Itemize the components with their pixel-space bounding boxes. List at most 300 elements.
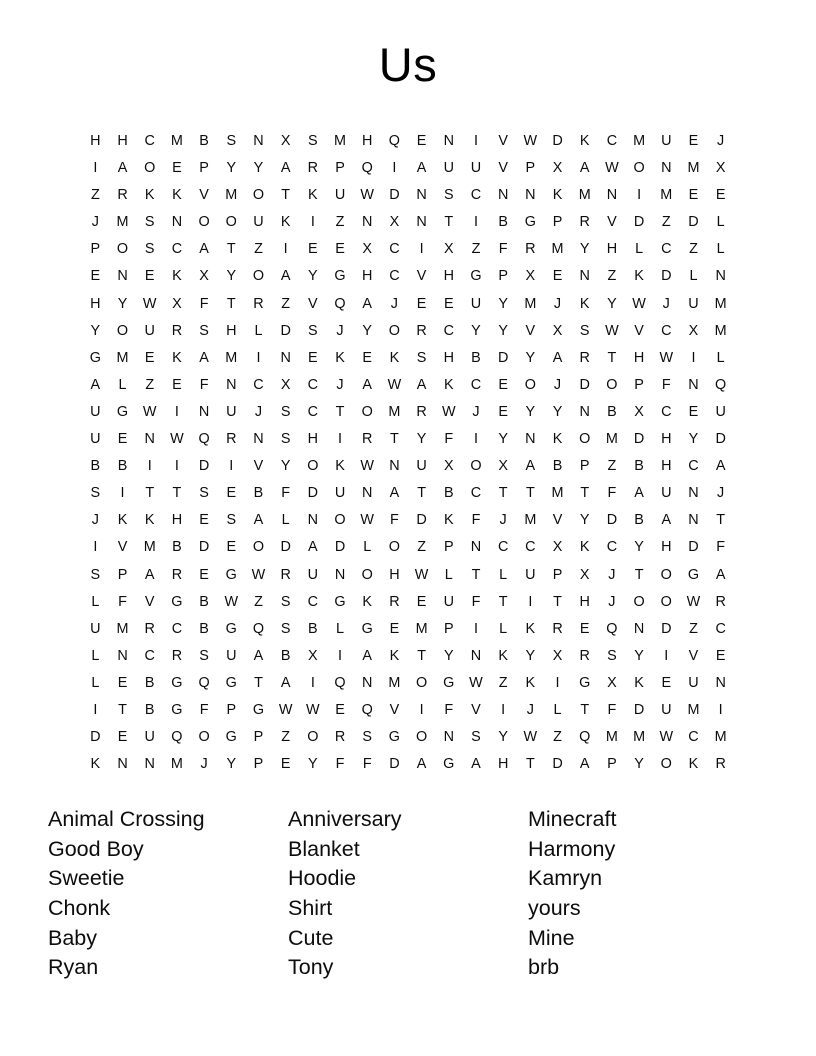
grid-cell[interactable]: L <box>553 701 562 718</box>
grid-cell[interactable]: Y <box>579 241 590 258</box>
grid-cell[interactable]: T <box>444 214 454 231</box>
grid-cell[interactable]: O <box>606 376 618 393</box>
word-list-item[interactable]: Animal Crossing <box>48 807 205 832</box>
grid-cell[interactable]: K <box>362 593 373 610</box>
grid-cell[interactable]: N <box>117 756 128 773</box>
grid-cell[interactable]: Q <box>198 674 210 691</box>
grid-cell[interactable]: I <box>392 160 397 177</box>
grid-cell[interactable]: N <box>715 268 726 285</box>
grid-cell[interactable]: P <box>253 756 264 773</box>
grid-cell[interactable]: B <box>117 458 128 475</box>
grid-cell[interactable]: Y <box>634 756 644 773</box>
grid-cell[interactable]: E <box>226 485 237 502</box>
grid-cell[interactable]: F <box>390 512 399 529</box>
grid-cell[interactable]: G <box>470 268 482 285</box>
grid-cell[interactable]: N <box>525 187 536 204</box>
grid-cell[interactable]: O <box>198 214 210 231</box>
grid-cell[interactable]: U <box>253 214 264 231</box>
grid-cell[interactable]: R <box>171 647 183 664</box>
grid-cell[interactable]: K <box>498 647 508 664</box>
grid-cell[interactable]: J <box>553 295 562 312</box>
grid-cell[interactable]: I <box>419 701 424 718</box>
word-list-item[interactable]: Mine <box>528 925 575 950</box>
grid-cell[interactable]: X <box>525 268 536 285</box>
grid-cell[interactable]: G <box>171 701 183 718</box>
grid-cell[interactable]: T <box>525 756 535 773</box>
grid-cell[interactable]: M <box>524 295 537 312</box>
grid-cell[interactable]: Y <box>525 403 536 420</box>
grid-cell[interactable]: W <box>605 160 619 177</box>
grid-cell[interactable]: F <box>199 701 209 718</box>
grid-cell[interactable]: Z <box>145 376 155 393</box>
grid-cell[interactable]: E <box>144 349 155 366</box>
grid-cell[interactable]: T <box>634 566 644 583</box>
grid-cell[interactable]: W <box>387 376 402 393</box>
grid-cell[interactable]: Y <box>226 756 237 773</box>
grid-cell[interactable]: M <box>524 512 537 529</box>
grid-cell[interactable]: Z <box>281 729 291 746</box>
grid-cell[interactable]: K <box>389 647 400 664</box>
grid-cell[interactable]: S <box>199 485 209 502</box>
grid-cell[interactable]: V <box>389 701 400 718</box>
grid-cell[interactable]: R <box>226 431 237 448</box>
grid-cell[interactable]: O <box>579 431 591 448</box>
grid-cell[interactable]: A <box>117 160 128 177</box>
grid-cell[interactable]: D <box>688 214 699 231</box>
grid-cell[interactable]: M <box>388 674 401 691</box>
grid-cell[interactable]: K <box>525 620 536 637</box>
grid-cell[interactable]: Z <box>689 241 698 258</box>
grid-cell[interactable]: W <box>251 566 266 583</box>
grid-cell[interactable]: S <box>280 593 291 610</box>
grid-cell[interactable]: I <box>691 349 696 366</box>
grid-cell[interactable]: V <box>416 268 427 285</box>
grid-cell[interactable]: R <box>307 160 319 177</box>
grid-cell[interactable]: U <box>90 431 101 448</box>
grid-cell[interactable]: O <box>660 756 672 773</box>
grid-cell[interactable]: T <box>498 593 508 610</box>
grid-cell[interactable]: N <box>253 133 264 149</box>
grid-cell[interactable]: O <box>225 214 237 231</box>
grid-cell[interactable]: H <box>661 458 672 475</box>
puzzle-grid[interactable] <box>82 128 735 778</box>
grid-cell[interactable]: S <box>90 566 101 583</box>
grid-cell[interactable]: C <box>661 403 672 420</box>
grid-cell[interactable]: W <box>142 295 157 312</box>
grid-cell[interactable]: K <box>144 187 155 204</box>
grid-cell[interactable]: G <box>171 674 183 691</box>
grid-cell[interactable]: R <box>525 241 536 258</box>
grid-cell[interactable]: E <box>117 674 128 691</box>
grid-cell[interactable]: V <box>634 322 644 339</box>
grid-cell[interactable]: M <box>334 133 347 149</box>
grid-cell[interactable]: J <box>608 566 616 583</box>
grid-cell[interactable]: E <box>688 403 699 420</box>
grid-cell[interactable]: B <box>634 458 644 475</box>
grid-cell[interactable]: M <box>116 620 129 637</box>
grid-cell[interactable]: M <box>551 485 564 502</box>
word-list-item[interactable]: Good Boy <box>48 836 144 861</box>
grid-cell[interactable]: S <box>471 729 481 746</box>
grid-cell[interactable]: G <box>388 729 400 746</box>
grid-cell[interactable]: U <box>688 295 699 312</box>
grid-cell[interactable]: K <box>552 431 563 448</box>
grid-cell[interactable]: C <box>606 133 618 149</box>
grid-cell[interactable]: S <box>90 485 101 502</box>
grid-cell[interactable]: G <box>171 593 183 610</box>
grid-cell[interactable]: I <box>637 187 642 204</box>
grid-cell[interactable]: L <box>444 566 453 583</box>
grid-cell[interactable]: C <box>171 620 183 637</box>
grid-cell[interactable]: N <box>144 431 155 448</box>
grid-cell[interactable]: Z <box>281 295 291 312</box>
grid-cell[interactable]: I <box>93 539 98 556</box>
grid-cell[interactable]: J <box>336 376 344 393</box>
grid-cell[interactable]: N <box>362 214 373 231</box>
grid-cell[interactable]: E <box>715 647 726 664</box>
grid-cell[interactable]: D <box>633 701 645 718</box>
grid-cell[interactable]: H <box>362 133 373 149</box>
grid-cell[interactable]: F <box>471 593 481 610</box>
grid-cell[interactable]: T <box>226 241 236 258</box>
grid-cell[interactable]: T <box>118 701 127 718</box>
grid-cell[interactable]: F <box>444 431 454 448</box>
grid-cell[interactable]: L <box>635 241 644 258</box>
grid-cell[interactable]: C <box>715 620 726 637</box>
grid-cell[interactable]: F <box>607 701 617 718</box>
grid-cell[interactable]: W <box>360 187 375 204</box>
grid-cell[interactable]: A <box>579 756 590 773</box>
word-list-item[interactable]: Blanket <box>288 836 360 861</box>
grid-cell[interactable]: R <box>144 620 155 637</box>
grid-cell[interactable]: W <box>632 295 646 312</box>
grid-cell[interactable]: N <box>443 729 454 746</box>
grid-cell[interactable]: P <box>335 160 345 177</box>
grid-cell[interactable]: J <box>336 322 344 339</box>
grid-cell[interactable]: O <box>388 322 400 339</box>
grid-cell[interactable]: Z <box>607 458 617 475</box>
grid-cell[interactable]: E <box>443 295 454 312</box>
grid-cell[interactable]: K <box>117 512 128 529</box>
grid-cell[interactable]: X <box>634 403 644 420</box>
grid-cell[interactable]: O <box>633 593 645 610</box>
grid-cell[interactable]: R <box>715 756 726 773</box>
grid-cell[interactable]: W <box>659 349 674 366</box>
grid-cell[interactable]: W <box>469 674 483 691</box>
grid-cell[interactable]: P <box>253 729 264 746</box>
grid-cell[interactable]: U <box>144 322 155 339</box>
grid-cell[interactable]: Y <box>688 431 699 448</box>
grid-cell[interactable]: G <box>443 674 455 691</box>
grid-cell[interactable]: A <box>416 160 427 177</box>
grid-cell[interactable]: A <box>362 376 373 393</box>
grid-cell[interactable]: D <box>198 539 210 556</box>
grid-cell[interactable]: T <box>417 647 426 664</box>
grid-cell[interactable]: S <box>280 620 291 637</box>
grid-cell[interactable]: B <box>199 593 209 610</box>
grid-cell[interactable]: E <box>416 133 427 149</box>
grid-cell[interactable]: K <box>172 349 182 366</box>
grid-cell[interactable]: H <box>90 295 101 312</box>
grid-cell[interactable]: T <box>390 431 399 448</box>
grid-cell[interactable]: I <box>555 674 560 691</box>
grid-cell[interactable]: H <box>443 268 454 285</box>
grid-cell[interactable]: C <box>307 403 319 420</box>
grid-cell[interactable]: H <box>226 322 237 339</box>
grid-cell[interactable]: M <box>225 187 238 204</box>
grid-cell[interactable]: M <box>687 160 700 177</box>
grid-cell[interactable]: B <box>634 512 644 529</box>
grid-cell[interactable]: K <box>634 268 644 285</box>
grid-cell[interactable]: S <box>199 322 209 339</box>
word-list-item[interactable]: Hoodie <box>288 866 357 891</box>
grid-cell[interactable]: O <box>660 593 672 610</box>
grid-cell[interactable]: L <box>499 566 508 583</box>
grid-cell[interactable]: P <box>607 756 617 773</box>
grid-cell[interactable]: O <box>361 566 373 583</box>
grid-cell[interactable]: C <box>253 376 264 393</box>
grid-cell[interactable]: X <box>280 376 291 393</box>
grid-cell[interactable]: M <box>605 431 618 448</box>
grid-cell[interactable]: H <box>307 431 319 448</box>
grid-cell[interactable]: R <box>334 729 346 746</box>
grid-cell[interactable]: Y <box>634 647 644 664</box>
grid-cell[interactable]: I <box>310 674 315 691</box>
grid-cell[interactable]: H <box>171 512 183 529</box>
grid-cell[interactable]: X <box>552 647 563 664</box>
grid-cell[interactable]: I <box>473 214 478 231</box>
grid-cell[interactable]: X <box>443 458 454 475</box>
grid-cell[interactable]: G <box>225 729 237 746</box>
grid-cell[interactable]: Q <box>334 674 346 691</box>
grid-cell[interactable]: Z <box>689 620 698 637</box>
grid-cell[interactable]: F <box>281 485 291 502</box>
grid-cell[interactable]: I <box>338 431 343 448</box>
grid-cell[interactable]: N <box>334 566 346 583</box>
grid-cell[interactable]: K <box>308 187 318 204</box>
word-list-item[interactable]: Sweetie <box>48 866 125 891</box>
grid-cell[interactable]: W <box>605 322 619 339</box>
grid-cell[interactable]: M <box>605 729 618 746</box>
grid-cell[interactable]: K <box>634 674 644 691</box>
grid-cell[interactable]: M <box>225 349 238 366</box>
grid-cell[interactable]: S <box>443 187 454 204</box>
grid-cell[interactable]: K <box>172 268 182 285</box>
grid-cell[interactable]: K <box>280 214 291 231</box>
grid-cell[interactable]: W <box>142 403 157 420</box>
grid-cell[interactable]: N <box>198 403 210 420</box>
grid-cell[interactable]: W <box>278 701 293 718</box>
grid-cell[interactable]: U <box>90 403 101 420</box>
grid-cell[interactable]: J <box>200 756 208 773</box>
grid-cell[interactable]: O <box>388 539 400 556</box>
grid-cell[interactable]: Y <box>634 539 644 556</box>
grid-cell[interactable]: U <box>226 647 237 664</box>
grid-cell[interactable]: U <box>470 295 482 312</box>
grid-cell[interactable]: A <box>416 756 427 773</box>
grid-cell[interactable]: N <box>633 620 645 637</box>
grid-cell[interactable]: X <box>389 214 400 231</box>
grid-cell[interactable]: V <box>308 295 318 312</box>
grid-cell[interactable]: P <box>443 620 454 637</box>
grid-cell[interactable]: V <box>144 593 155 610</box>
grid-cell[interactable]: R <box>117 187 128 204</box>
grid-cell[interactable]: F <box>199 376 209 393</box>
grid-cell[interactable]: X <box>552 160 563 177</box>
grid-cell[interactable]: H <box>497 756 509 773</box>
grid-cell[interactable]: F <box>607 485 617 502</box>
grid-cell[interactable]: A <box>308 539 318 556</box>
grid-cell[interactable]: J <box>91 214 99 231</box>
grid-cell[interactable]: I <box>419 241 424 258</box>
grid-cell[interactable]: M <box>415 620 428 637</box>
grid-cell[interactable]: E <box>579 620 590 637</box>
grid-cell[interactable]: K <box>688 756 699 773</box>
grid-cell[interactable]: H <box>389 566 400 583</box>
grid-cell[interactable]: X <box>308 647 318 664</box>
grid-cell[interactable]: Y <box>552 403 563 420</box>
grid-cell[interactable]: F <box>498 241 508 258</box>
grid-cell[interactable]: S <box>416 349 427 366</box>
grid-cell[interactable]: C <box>688 729 699 746</box>
grid-cell[interactable]: T <box>553 593 562 610</box>
grid-cell[interactable]: S <box>607 647 617 664</box>
grid-cell[interactable]: A <box>389 485 400 502</box>
grid-cell[interactable]: O <box>307 458 319 475</box>
grid-cell[interactable]: G <box>334 268 346 285</box>
grid-cell[interactable]: C <box>307 376 319 393</box>
grid-cell[interactable]: D <box>715 431 726 448</box>
grid-cell[interactable]: X <box>172 295 182 312</box>
grid-cell[interactable]: Q <box>361 160 373 177</box>
grid-cell[interactable]: Z <box>417 539 426 556</box>
grid-cell[interactable]: F <box>199 295 209 312</box>
grid-cell[interactable]: L <box>91 674 100 691</box>
grid-cell[interactable]: E <box>90 268 101 285</box>
grid-cell[interactable]: N <box>579 403 590 420</box>
grid-cell[interactable]: L <box>281 512 290 529</box>
grid-cell[interactable]: N <box>688 376 699 393</box>
grid-cell[interactable]: E <box>199 512 209 529</box>
grid-cell[interactable]: K <box>579 539 590 556</box>
grid-cell[interactable]: I <box>664 647 669 664</box>
grid-cell[interactable]: H <box>633 349 645 366</box>
grid-cell[interactable]: W <box>306 701 320 718</box>
grid-cell[interactable]: B <box>172 539 182 556</box>
grid-cell[interactable]: G <box>361 620 373 637</box>
grid-cell[interactable]: J <box>499 512 507 529</box>
grid-cell[interactable]: E <box>335 241 345 258</box>
grid-cell[interactable]: U <box>715 403 726 420</box>
grid-cell[interactable]: I <box>120 485 125 502</box>
grid-cell[interactable]: W <box>224 593 239 610</box>
grid-cell[interactable]: U <box>334 485 346 502</box>
grid-cell[interactable]: V <box>253 458 264 475</box>
grid-cell[interactable]: J <box>254 403 263 420</box>
grid-cell[interactable]: A <box>715 566 726 583</box>
word-list-item[interactable]: Harmony <box>528 836 616 861</box>
grid-cell[interactable]: E <box>688 133 699 149</box>
grid-cell[interactable]: U <box>226 403 237 420</box>
grid-cell[interactable]: Y <box>226 160 237 177</box>
grid-cell[interactable]: Z <box>661 214 671 231</box>
grid-cell[interactable]: N <box>226 376 237 393</box>
grid-cell[interactable]: T <box>498 485 508 502</box>
grid-cell[interactable]: Z <box>553 729 562 746</box>
word-list-item[interactable]: brb <box>528 955 560 980</box>
grid-cell[interactable]: U <box>144 729 155 746</box>
grid-cell[interactable]: N <box>416 214 427 231</box>
grid-cell[interactable]: Q <box>198 431 210 448</box>
grid-cell[interactable]: I <box>473 620 478 637</box>
grid-cell[interactable]: A <box>144 566 155 583</box>
grid-cell[interactable]: D <box>633 431 645 448</box>
grid-cell[interactable]: K <box>552 187 563 204</box>
grid-cell[interactable]: M <box>170 756 183 773</box>
grid-cell[interactable]: R <box>579 647 590 664</box>
grid-cell[interactable]: G <box>252 701 265 718</box>
grid-cell[interactable]: P <box>90 241 101 258</box>
grid-cell[interactable]: D <box>606 512 618 529</box>
grid-cell[interactable]: U <box>334 187 346 204</box>
word-list-item[interactable]: Minecraft <box>528 807 617 832</box>
grid-cell[interactable]: A <box>525 458 536 475</box>
grid-cell[interactable]: N <box>606 187 618 204</box>
grid-cell[interactable]: O <box>252 539 265 556</box>
grid-cell[interactable]: V <box>525 322 536 339</box>
grid-cell[interactable]: P <box>443 539 454 556</box>
grid-cell[interactable]: P <box>226 701 237 718</box>
grid-cell[interactable]: Q <box>171 729 183 746</box>
grid-cell[interactable]: O <box>415 674 428 691</box>
grid-cell[interactable]: I <box>93 701 98 718</box>
grid-cell[interactable]: T <box>172 485 182 502</box>
grid-cell[interactable]: A <box>552 349 563 366</box>
grid-cell[interactable]: M <box>143 539 156 556</box>
grid-cell[interactable]: A <box>634 485 644 502</box>
grid-cell[interactable]: N <box>688 485 699 502</box>
grid-cell[interactable]: Z <box>90 187 100 204</box>
grid-cell[interactable]: O <box>361 403 373 420</box>
grid-cell[interactable]: J <box>717 133 725 149</box>
grid-cell[interactable]: J <box>608 593 616 610</box>
grid-cell[interactable]: C <box>470 485 482 502</box>
grid-cell[interactable]: E <box>172 376 182 393</box>
grid-cell[interactable]: L <box>689 268 698 285</box>
grid-cell[interactable]: H <box>90 133 101 149</box>
grid-cell[interactable]: S <box>308 322 318 339</box>
grid-cell[interactable]: P <box>634 376 644 393</box>
grid-cell[interactable]: D <box>416 512 427 529</box>
grid-cell[interactable]: W <box>360 458 375 475</box>
grid-cell[interactable]: N <box>443 133 454 149</box>
grid-cell[interactable]: M <box>551 241 564 258</box>
grid-cell[interactable]: U <box>443 160 454 177</box>
grid-cell[interactable]: X <box>552 322 563 339</box>
grid-cell[interactable]: R <box>579 214 590 231</box>
grid-cell[interactable]: A <box>362 295 373 312</box>
word-list-item[interactable]: Anniversary <box>288 807 402 832</box>
grid-cell[interactable]: W <box>523 133 538 149</box>
grid-cell[interactable]: D <box>661 268 672 285</box>
grid-cell[interactable]: U <box>443 593 454 610</box>
grid-cell[interactable]: E <box>117 431 128 448</box>
grid-cell[interactable]: L <box>363 539 372 556</box>
grid-cell[interactable]: O <box>307 729 319 746</box>
grid-cell[interactable]: K <box>579 295 590 312</box>
grid-cell[interactable]: X <box>280 133 291 149</box>
grid-cell[interactable]: G <box>524 214 536 231</box>
